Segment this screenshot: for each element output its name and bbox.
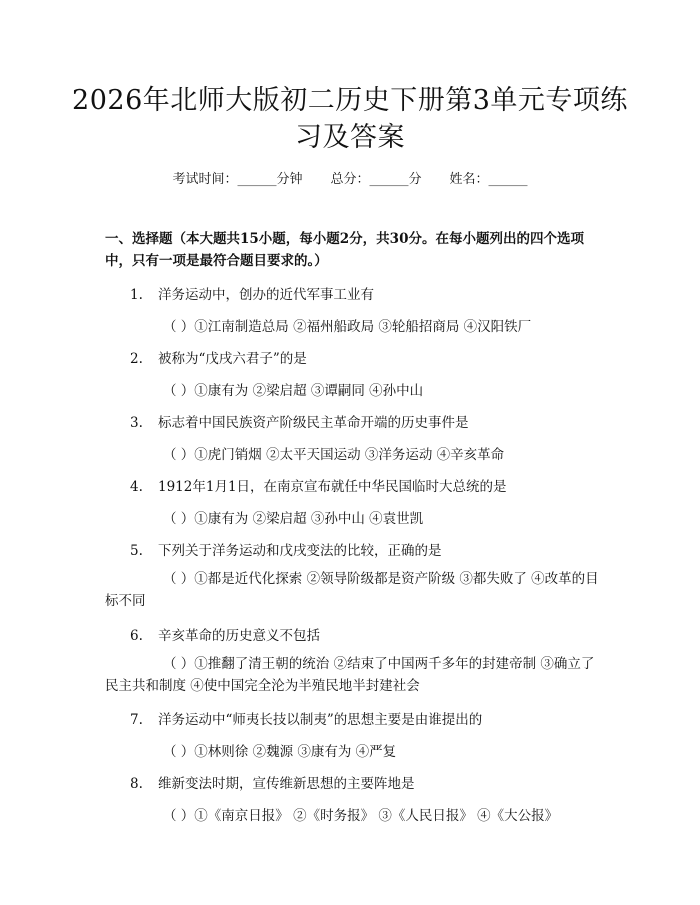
question-3 <box>130 411 469 431</box>
question-2-options: （ ）①康有为 ②梁启超 ③谭嗣同 ④孙中山 <box>163 383 424 399</box>
section-heading: 一、选择题（本大题共15小题，每小题2分，共30分。在每小题列出的四个选项中，只有一项是最符合题目要求的。） <box>105 231 584 269</box>
question-7-options: （ ）①林则徐 ②魏源 ③康有为 ④严复 <box>163 744 397 760</box>
question-number: 3. <box>130 415 143 431</box>
question-text: 下列关于洋务运动和戊戌变法的比较，正确的是 <box>158 543 442 559</box>
question-4-options: （ ）①康有为 ②梁启超 ③孙中山 ④袁世凯 <box>163 511 424 527</box>
question-4 <box>130 475 507 495</box>
question-text: 洋务运动中，创办的近代军事工业有 <box>158 287 374 303</box>
question-6-options: （ ）①推翻了清王朝的统治 ②结束了中国两千多年的封建帝制 ③确立了民主共和制度 ④使中国完全沦为半殖民地半封建社会 <box>105 656 595 694</box>
page-title: 2026年北师大版初二历史下册第3单元专项练习及答案 <box>72 85 628 153</box>
question-text: 1912年1月1日，在南京宣布就任中华民国临时大总统的是 <box>158 479 507 495</box>
question-text: 辛亥革命的历史意义不包括 <box>158 628 320 644</box>
question-number: 1. <box>130 287 143 303</box>
question-number: 4. <box>130 479 143 495</box>
exam-score: 总分：______分 <box>330 172 422 187</box>
question-7 <box>130 708 482 728</box>
question-2 <box>130 347 307 367</box>
question-number: 7. <box>130 712 143 728</box>
question-6 <box>130 624 320 644</box>
question-8 <box>130 772 415 792</box>
question-number: 2. <box>130 351 143 367</box>
question-number: 6. <box>130 628 143 644</box>
exam-time: 考试时间：______分钟 <box>172 172 303 187</box>
question-1 <box>130 283 374 303</box>
question-5 <box>130 539 442 559</box>
question-5-options: （ ）①都是近代化探索 ②领导阶级都是资产阶级 ③都失败了 ④改革的目标不同 <box>105 571 599 609</box>
question-text: 维新变法时期，宣传维新思想的主要阵地是 <box>158 776 415 792</box>
exam-name: 姓名：______ <box>449 172 528 187</box>
question-text: 洋务运动中“师夷长技以制夷”的思想主要是由谁提出的 <box>158 712 483 728</box>
exam-meta <box>0 168 700 187</box>
question-3-options: （ ）①虎门销烟 ②太平天国运动 ③洋务运动 ④辛亥革命 <box>163 447 505 463</box>
question-number: 8. <box>130 776 143 792</box>
question-8-options: （ ）①《南京日报》 ②《时务报》 ③《人民日报》 ④《大公报》 <box>163 808 559 824</box>
question-text: 标志着中国民族资产阶级民主革命开端的历史事件是 <box>158 415 469 431</box>
question-number: 5. <box>130 543 143 559</box>
question-1-options: （ ）①江南制造总局 ②福州船政局 ③轮船招商局 ④汉阳铁厂 <box>163 319 532 335</box>
question-text: 被称为“戊戌六君子”的是 <box>158 351 307 367</box>
